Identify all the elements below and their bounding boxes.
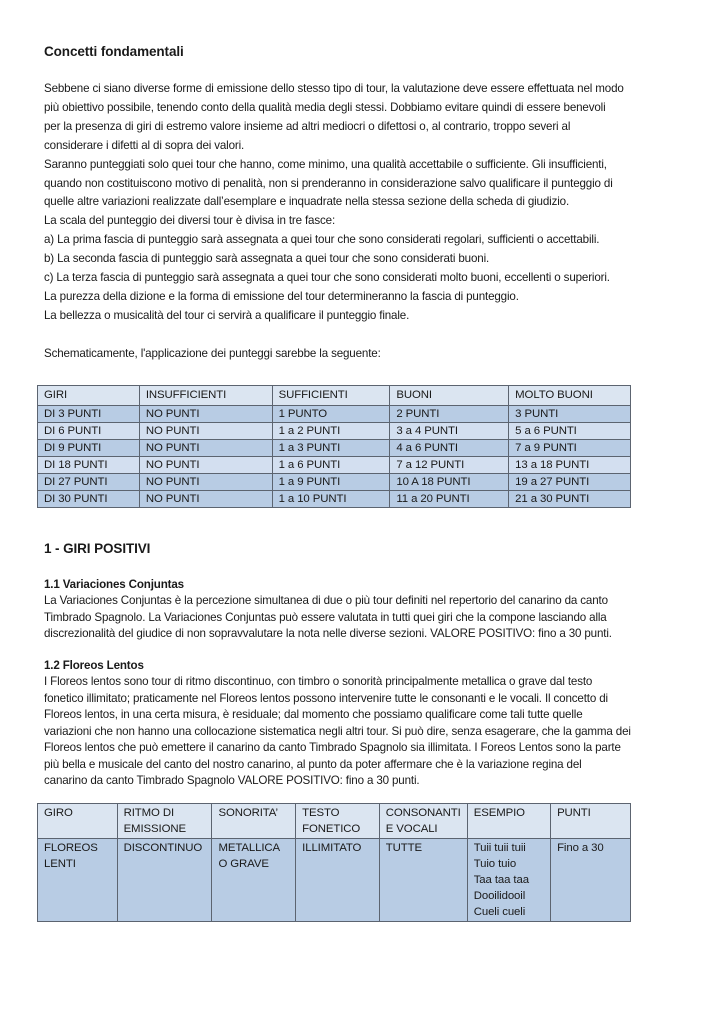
table-row xyxy=(38,440,631,457)
table-cell: FLOREOS LENTI xyxy=(38,839,118,922)
table-cell: Fino a 30 xyxy=(551,839,631,922)
text-line: più bella e musicale del canto del nostro canarino, al punto da poter affermare che è la variazione regina del xyxy=(44,757,582,771)
table-cell: 1 a 9 PUNTI xyxy=(272,474,390,491)
text-line: Floreos lentos che può emettere il canarino da canto Timbrado Spagnolo sia illimitata. I Foreos Lentos sono la parte xyxy=(44,741,621,754)
header-cell-consonanti: CONSONANTI E VOCALI xyxy=(379,804,467,839)
header-cell: GIRI xyxy=(38,386,140,406)
text-line: canarino da canto Timbrado Spagnolo VALORE POSITIVO: fino a 30 punti. xyxy=(44,774,420,787)
table-header-row xyxy=(38,386,631,406)
table-cell: NO PUNTI xyxy=(139,440,272,457)
table-row xyxy=(38,423,631,440)
table-row xyxy=(38,491,631,508)
text-line: variazioni che non hanno una collocazione sistematica negli altri tour. Si può dire, senza esagerare, che la gamma dei xyxy=(44,724,631,738)
table-cell: DI 18 PUNTI xyxy=(38,457,140,474)
table-cell: 7 a 12 PUNTI xyxy=(390,457,509,474)
text-line: La scala del punteggio dei diversi tour è divisa in tre fasce: xyxy=(44,214,336,228)
table-cell: DISCONTINUO xyxy=(117,839,212,922)
list-item-a: a) La prima fascia di punteggio sarà assegnata a quei tour che sono considerati regolari, sufficienti o accettabili. xyxy=(44,233,600,247)
text-line: quelle altre variazioni realizzate dall’esemplare e inquadrate nella stessa sezione della scheda di giudizio. xyxy=(44,195,570,209)
table-cell: 21 a 30 PUNTI xyxy=(509,491,631,508)
table-cell: 10 A 18 PUNTI xyxy=(390,474,509,491)
text-line: discrezionalità del giudice di non sopravvalutare la nota nelle diverse sezioni. VALORE POSITIVO: fino a 30 punti. xyxy=(44,627,612,640)
subheading-floreos-lentos: 1.2 Floreos Lentos xyxy=(44,659,144,672)
text-line: più obiettivo possibile, tenendo conto della qualità media degli stessi. Dobbiamo evitare quindi di essere benevoli xyxy=(44,100,606,114)
table-row xyxy=(38,839,631,922)
table-cell: DI 9 PUNTI xyxy=(38,440,140,457)
table-row xyxy=(38,457,631,474)
score-table xyxy=(37,385,631,508)
text-line: La purezza della dizione e la forma di emissione del tour determineranno la fascia di punteggio. xyxy=(44,289,519,303)
table-cell: NO PUNTI xyxy=(139,491,272,508)
table-cell: NO PUNTI xyxy=(139,457,272,474)
header-cell: BUONI xyxy=(390,386,509,406)
table-cell: METALLICA O GRAVE xyxy=(212,839,296,922)
table-cell: DI 27 PUNTI xyxy=(38,474,140,491)
table-cell: 1 a 10 PUNTI xyxy=(272,491,390,508)
table-cell: DI 6 PUNTI xyxy=(38,423,140,440)
heading-giri-positivi: 1 - GIRI POSITIVI xyxy=(44,541,151,556)
table-cell: 5 a 6 PUNTI xyxy=(509,423,631,440)
text-line: Timbrado Spagnolo. La Variaciones Conjuntas può essere valutata in tutti quei giri che la compone lasciando alla xyxy=(44,610,607,624)
text-line: La Variaciones Conjuntas è la percezione simultanea di due o più tour definiti nel repertorio del canarino da canto xyxy=(44,594,608,607)
table-cell: DI 3 PUNTI xyxy=(38,406,140,423)
header-cell: INSUFFICIENTI xyxy=(139,386,272,406)
table-cell: NO PUNTI xyxy=(139,406,272,423)
header-cell-ritmo: RITMO DI EMISSIONE xyxy=(117,804,212,839)
text-line: Floreos lentos, in una certa misura, è residuale; dal momento che possiamo qualificare come tali tutte quelle xyxy=(44,708,583,721)
intro-paragraph xyxy=(44,80,694,326)
table-cell: 1 PUNTO xyxy=(272,406,390,423)
header-cell: SUFFICIENTI xyxy=(272,386,390,406)
table-cell: 1 a 6 PUNTI xyxy=(272,457,390,474)
section-title-giri-positivi xyxy=(44,541,150,556)
table-cell: 2 PUNTI xyxy=(390,406,509,423)
floreos-lentos-table xyxy=(37,803,631,922)
text-line: La bellezza o musicalità del tour ci servirà a qualificare il punteggio finale. xyxy=(44,308,410,322)
section-title-concetti xyxy=(44,44,184,59)
text-line: considerare i difetti al di sopra dei valori. xyxy=(44,138,245,152)
table-cell: NO PUNTI xyxy=(139,474,272,491)
table-cell: 4 a 6 PUNTI xyxy=(390,440,509,457)
table-cell: 7 a 9 PUNTI xyxy=(509,440,631,457)
schema-intro-text: Schematicamente, l'applicazione dei punteggi sarebbe la seguente: xyxy=(44,347,381,360)
table-cell: 3 PUNTI xyxy=(509,406,631,423)
table-cell: NO PUNTI xyxy=(139,423,272,440)
table-cell: TUTTE xyxy=(379,839,467,922)
header-cell-sonorita: SONORITA’ xyxy=(212,804,296,839)
list-item-c: c) La terza fascia di punteggio sarà assegnata a quei tour che sono considerati molto buoni, eccellenti o superiori. xyxy=(44,271,610,285)
table-row xyxy=(38,474,631,491)
table-row xyxy=(38,406,631,423)
table-cell: 19 a 27 PUNTI xyxy=(509,474,631,491)
table-cell: ILLIMITATO xyxy=(296,839,380,922)
text-line: quando non costituiscono motivo di penalità, non si prenderanno in considerazione salvo qualificare il punteggio di xyxy=(44,176,613,190)
table-cell: 11 a 20 PUNTI xyxy=(390,491,509,508)
text-line: fonetico illimitato; praticamente nel Floreos lentos possono intervenire tutte le consonanti e le vocali. Il concetto di xyxy=(44,691,608,705)
header-cell-punti: PUNTI xyxy=(551,804,631,839)
header-cell-giro: GIRO xyxy=(38,804,118,839)
header-cell-esempio: ESEMPIO xyxy=(467,804,550,839)
table-cell: 1 a 2 PUNTI xyxy=(272,423,390,440)
table-header-row xyxy=(38,804,631,839)
subsection-floreos-lentos xyxy=(44,657,694,790)
table-cell: 3 a 4 PUNTI xyxy=(390,423,509,440)
list-item-b: b) La seconda fascia di punteggio sarà assegnata a quei tour che sono considerati buoni. xyxy=(44,252,490,266)
table-cell: DI 30 PUNTI xyxy=(38,491,140,508)
table-cell: 13 a 18 PUNTI xyxy=(509,457,631,474)
text-line: Saranno punteggiati solo quei tour che hanno, come minimo, una qualità accettabile o sufficiente. Gli insufficienti, xyxy=(44,157,607,171)
subheading-variaciones-conjuntas: 1.1 Variaciones Conjuntas xyxy=(44,578,184,591)
subsection-variaciones-conjuntas xyxy=(44,576,694,643)
heading-concetti-fondamentali: Concetti fondamentali xyxy=(44,44,184,59)
text-line: I Floreos lentos sono tour di ritmo discontinuo, con timbro o sonorità principalmente metallica o grave dal testo xyxy=(44,675,593,688)
header-cell-testo: TESTO FONETICO xyxy=(296,804,380,839)
header-cell: MOLTO BUONI xyxy=(509,386,631,406)
table-cell: 1 a 3 PUNTI xyxy=(272,440,390,457)
text-line: per la presenza di giri di estremo valore insieme ad altri mediocri o difettosi o, al contrario, troppo severi al xyxy=(44,119,571,133)
text-line: Sebbene ci siano diverse forme di emissione dello stesso tipo di tour, la valutazione deve essere effettuata nel modo xyxy=(44,82,624,95)
schema-intro xyxy=(44,345,381,364)
table-cell-examples: Tuii tuii tuii Tuio tuio Taa taa taa Dooilidooil Cueli cueli xyxy=(467,839,550,922)
